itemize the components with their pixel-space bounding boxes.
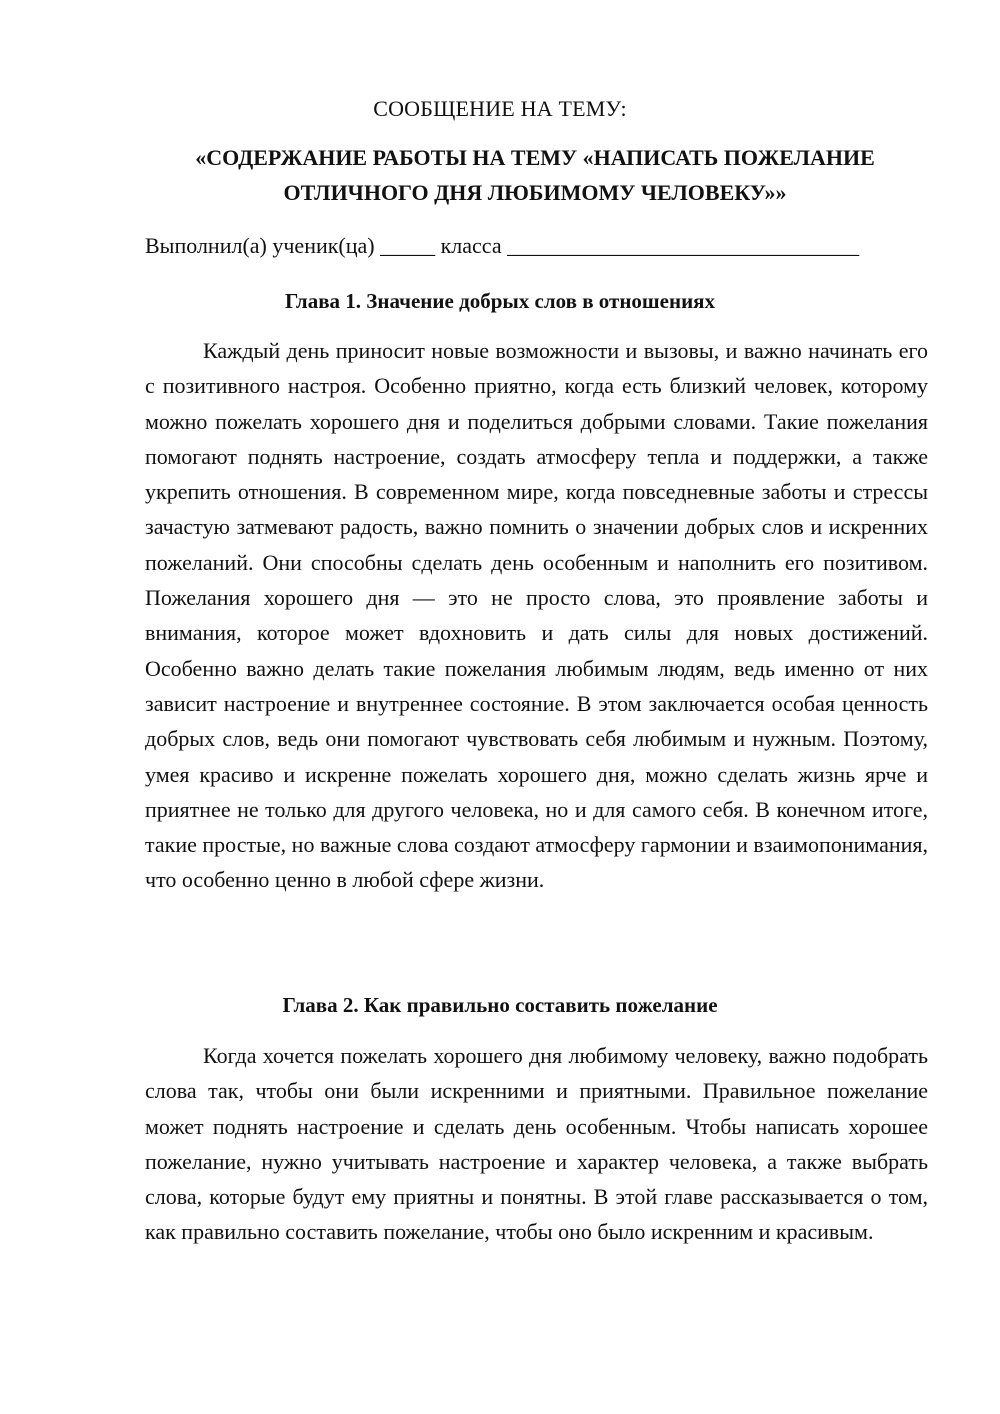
document-kicker: СООБЩЕНИЕ НА ТЕМУ: <box>373 96 627 121</box>
document-title: «СОДЕРЖАНИЕ РАБОТЫ НА ТЕМУ «НАПИСАТЬ ПОЖЕЛАНИЕ ОТЛИЧНОГО ДНЯ ЛЮБИМОМУ ЧЕЛОВЕКУ»» <box>195 145 875 205</box>
author-line: Выполнил(а) ученик(ца) _____ класса ________________________________ <box>145 233 860 258</box>
chapter-2-paragraph: Когда хочется пожелать хорошего дня любимому человеку, важно подобрать слова так, чтобы они были искренними и приятными. Правильное пожелание может поднять настроение и сделать день особенным. Чтобы написать хорошее пожелание, нужно учитывать настроение и характер человека, а также выбрать слова, которые будут ему приятны и понятны. В этой главе рассказывается о том, как правильно составить пожелание, чтобы оно было искренним и красивым. <box>145 1043 928 1245</box>
chapter-1-paragraph: Каждый день приносит новые возможности и вызовы, и важно начинать его с позитивного настроя. Особенно приятно, когда есть близкий человек, которому можно пожелать хорошего дня и поделиться добрыми словами. Такие пожелания помогают поднять настроение, создать атмосферу тепла и поддержки, а также укрепить отношения. В современном мире, когда повседневные заботы и стрессы зачастую затмевают радость, важно помнить о значении добрых слов и искренних пожеланий. Они способны сделать день особенным и наполнить его позитивом. Пожелания хорошего дня — это не просто слова, это проявление заботы и внимания, которое может вдохновить и дать силы для новых достижений. Особенно важно делать такие пожелания любимым людям, ведь именно от них зависит настроение и внутреннее состояние. В этом заключается особая ценность добрых слов, ведь они помогают чувствовать себя любимым и нужным. Поэтому, умея красиво и искренне пожелать хорошего дня, можно сделать жизнь ярче и приятнее не только для другого человека, но и для самого себя. В конечном итоге, такие простые, но важные слова создают атмосферу гармонии и взаимопонимания, что особенно ценно в любой сфере жизни. <box>145 338 928 893</box>
chapter-2-heading: Глава 2. Как правильно составить пожелание <box>282 993 718 1017</box>
chapter-1-heading: Глава 1. Значение добрых слов в отношениях <box>284 289 716 313</box>
